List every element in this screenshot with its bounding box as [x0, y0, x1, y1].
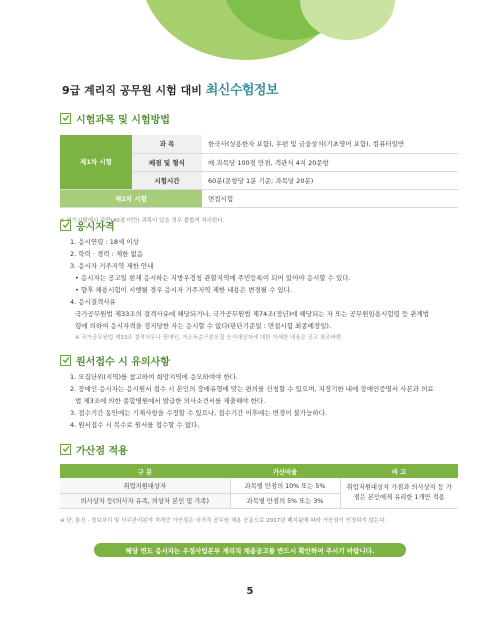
list-note: ※ 국가공무원법 제33조 결격사유나 장애인, 저소득층구분모집 응시대상자에 대한 자세한 내용은 공고 참조바람 [75, 335, 342, 341]
category-cell: 취업지원대상자 [60, 478, 230, 493]
list-item: 3. 응시자 거주지역 제한 안내 [70, 262, 154, 270]
page-title [62, 79, 278, 98]
category-cell: 의사상자 등(의사자 유족, 의상자 본인 및 가족) [60, 493, 230, 508]
table-header-row [60, 464, 458, 478]
row-value: 한국사(상용한자 포함), 우편 및 금융상식(기초영어 포함), 컴퓨터일반 [202, 135, 458, 153]
table-row [60, 135, 458, 153]
checkbox-icon [60, 220, 71, 231]
row-value: 60분(문항당 1분 기준; 과목당 20분) [202, 171, 458, 189]
title-prefix: 9급 계리직 공무원 시험 대비 [62, 84, 202, 97]
second-exam-label: 제2차 시험 [60, 189, 202, 207]
row-label: 시험시간 [132, 171, 202, 189]
list-item: 1. 모집단위(지역)를 참고하여 희망지역에 응모하여야 한다. [70, 373, 239, 381]
checkbox-icon [60, 113, 71, 124]
row-value: 면접시험 [202, 189, 458, 207]
section-note: ※ 단, 통신 · 정보처리 및 사무관리분야 자격증 가산점은 국가직 공무원 채용 공동으로 2017년 폐지됨에 따라 가산점이 인정되지 않는다. [60, 517, 387, 524]
section-title: 원서접수 시 유의사항 [76, 356, 170, 368]
row-label: 배점 및 형식 [132, 153, 202, 171]
list-item: • 응시자는 공고일 현재 응시하는 지방우정청 관할지역에 주민등록이 되어 있어야 응시할 수 있다. [75, 274, 351, 282]
list-item: 1. 응시연령 : 18세 이상 [70, 238, 139, 246]
list-item: 령에 의하여 응시자격을 정지당한 자는 응시할 수 없다(판단기준일 : 면접시험 최종예정일). [75, 322, 332, 330]
row-label: 과 목 [132, 135, 202, 153]
notice-banner: 해당 연도 응시자는 우정사업본부 계리직 채용공고를 반드시 확인하여 주시기 바랍니다. [94, 543, 406, 557]
list-item: 2. 장애인 응시자는 응시원서 접수 시 본인의 장애유형에 맞는 편의를 신청할 수 있으며, 지정기한 내에 장애인증명서 사본과 의료 [70, 385, 434, 393]
ratio-cell: 과목별 만점의 5% 또는 3% [230, 493, 340, 508]
header-decoration [0, 0, 500, 70]
title-accent: 최신수험정보 [205, 83, 279, 98]
section-exam-subjects [60, 111, 460, 224]
bonus-table [60, 464, 458, 509]
row-value: 매 과목당 100점 만점, 객관식 4지 20문항 [202, 153, 458, 171]
section-title: 시험과목 및 시험방법 [76, 114, 170, 126]
table-row [60, 478, 458, 493]
table-row [60, 189, 458, 207]
first-exam-label: 제1차 시험 [60, 135, 132, 189]
exam-table [60, 135, 458, 208]
section-note: ※ 필기시험에서 과락(40점 미만) 과목이 있을 경우 불합격 처리한다. [60, 217, 225, 224]
section-application-notes [60, 353, 460, 431]
section-title: 가산점 적용 [76, 445, 128, 457]
list-item: 3. 접수기간 동안에는 기재사항을 수정할 수 있으나, 접수기간 이후에는 변경이 불가능하다. [70, 409, 328, 417]
list-item: 법 제3조에 의한 종합병원에서 발급한 의사소견서를 제출해야 한다. [75, 397, 266, 405]
remark-cell: 취업지원대상자 가점과 의사상자 등 가점은 본인에게 유리한 1개만 적용 [340, 478, 458, 508]
page-number: 5 [246, 586, 254, 597]
list-item: 4. 응시결격사유 [70, 298, 116, 306]
checkbox-icon [60, 444, 71, 455]
checkbox-icon [60, 355, 71, 366]
list-item: 국가공무원법 제33조의 결격사유에 해당되거나, 국가공무원법 제74조(정년)에 해당되는 자 또는 공무원임용시험령 등 관계법 [75, 310, 430, 318]
column-header: 비 고 [340, 464, 458, 478]
list-item: 2. 학력 · 경력 : 제한 없음 [70, 250, 144, 258]
list-item: 4. 원서접수 시 복수로 원서를 접수할 수 없다. [70, 421, 200, 429]
section-bonus-points [60, 442, 460, 524]
section-title: 응시자격 [76, 221, 115, 233]
ratio-cell: 과목별 만점의 10% 또는 5% [230, 478, 340, 493]
list-item: • 향후 채용시험이 시행될 경우 응시자 거주지역 제한 내용은 변경될 수 있다. [75, 286, 292, 294]
column-header: 가산비율 [230, 464, 340, 478]
column-header: 구 분 [60, 464, 230, 478]
eligibility-list [60, 236, 460, 344]
section-eligibility [60, 218, 460, 344]
application-list [60, 371, 460, 431]
